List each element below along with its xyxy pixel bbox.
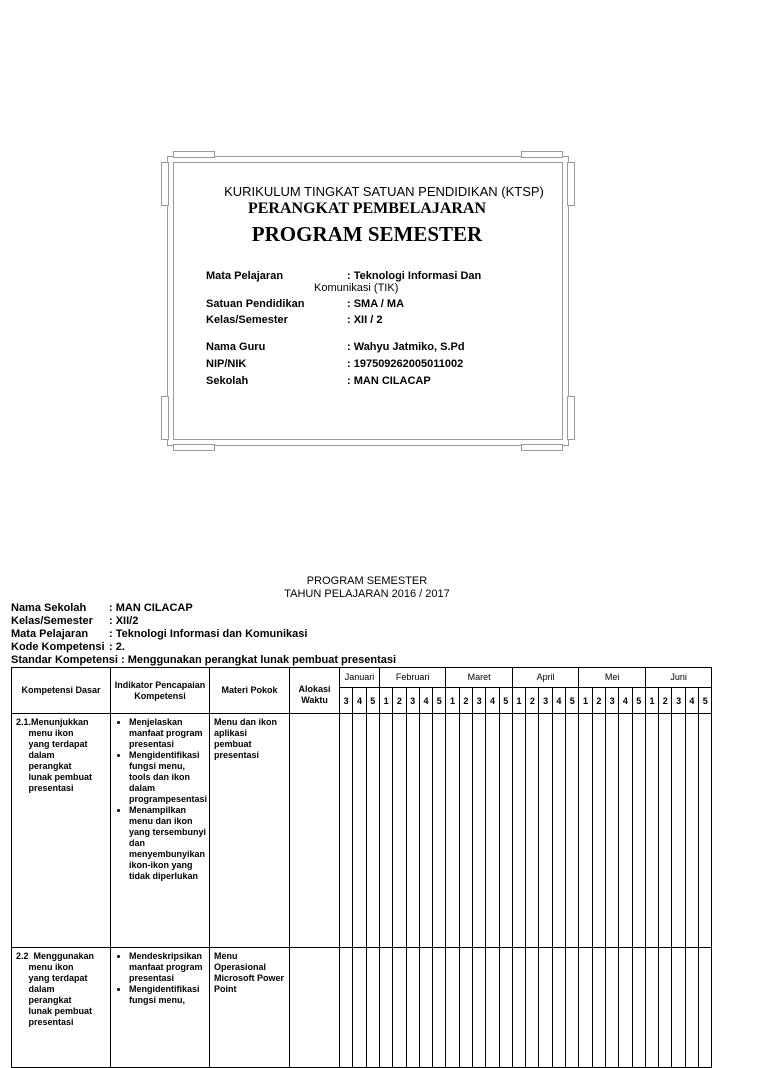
table-row: [12, 948, 712, 1068]
week-cell: [353, 948, 366, 1068]
frame-corner-bottom-left-side: [161, 396, 169, 440]
week-cell: [592, 948, 605, 1068]
meta-label-kelas: Kelas/Semester: [11, 615, 93, 627]
meta-value-mapel: : Teknologi Informasi dan Komunikasi: [109, 628, 308, 640]
materi-pokok-cell: Menu Operasional Microsoft Power Point: [210, 948, 290, 1068]
week-number: 5: [433, 688, 446, 714]
week-number: 5: [632, 688, 645, 714]
week-cell: [685, 948, 698, 1068]
table-row: [12, 714, 712, 948]
program-year: TAHUN PELAJARAN 2016 / 2017: [284, 588, 450, 600]
meta-label-standar: Standar Kompetensi: [11, 654, 118, 666]
frame-corner-top-right: [521, 151, 563, 158]
week-cell: [353, 714, 366, 948]
kompetensi-dasar-cell: 2.2 Menggunakan menu ikon yang terdapat dalam perangkat lunak pembuat presentasi: [12, 948, 111, 1068]
week-number: 1: [579, 688, 592, 714]
meta-label-kode: Kode Kompetensi: [11, 641, 105, 653]
week-number: 4: [685, 688, 698, 714]
week-number: 4: [419, 688, 432, 714]
field-value-continued: Komunikasi (TIK): [314, 282, 399, 294]
week-cell: [619, 714, 632, 948]
header-alokasi-waktu: Alokasi Waktu: [290, 668, 340, 714]
week-cell: [419, 948, 432, 1068]
cover-subtitle: PERANGKAT PEMBELAJARAN: [247, 200, 487, 217]
week-cell: [579, 948, 592, 1068]
week-cell: [539, 714, 552, 948]
week-cell: [486, 948, 499, 1068]
frame-corner-top-left: [173, 151, 215, 158]
field-label: Kelas/Semester: [206, 314, 288, 326]
indikator-item: • Menjelaskan manfaat program presentasi: [129, 717, 207, 750]
week-number: 2: [393, 688, 406, 714]
indikator-item: • Mengidentifikasi fungsi menu, tools dan ikon dalam programpesentasi: [129, 750, 207, 805]
program-semester-table: [11, 667, 712, 1068]
week-cell: [340, 714, 353, 948]
week-cell: [433, 714, 446, 948]
week-cell: [592, 714, 605, 948]
week-number: 2: [592, 688, 605, 714]
indikator-cell: [111, 714, 210, 948]
header-kompetensi-dasar: Kompetensi Dasar: [12, 668, 111, 714]
week-number: 1: [645, 688, 658, 714]
field-value: : Teknologi Informasi Dan: [347, 270, 482, 282]
week-cell: [486, 714, 499, 948]
week-cell: [645, 714, 658, 948]
week-cell: [552, 714, 565, 948]
week-cell: [473, 948, 486, 1068]
field-label: Mata Pelajaran: [206, 270, 284, 282]
frame-corner-bottom-left: [173, 444, 215, 451]
indikator-list: [115, 717, 207, 882]
month-header-mei: Mei: [579, 668, 645, 688]
week-number: 5: [699, 688, 712, 714]
week-number: 2: [526, 688, 539, 714]
week-cell: [379, 948, 392, 1068]
field-value: : SMA / MA: [347, 298, 405, 310]
week-cell: [433, 948, 446, 1068]
week-cell: [499, 714, 512, 948]
field-value: : XII / 2: [347, 314, 383, 326]
month-header-februari: Februari: [379, 668, 445, 688]
program-title: PROGRAM SEMESTER: [306, 575, 428, 587]
week-cell: [340, 948, 353, 1068]
alokasi-waktu-cell: [290, 714, 340, 948]
program-meta: [11, 602, 731, 666]
week-number: 4: [486, 688, 499, 714]
frame-corner-bottom-right-side: [567, 396, 575, 440]
week-cell: [672, 948, 685, 1068]
field-label: Sekolah: [206, 375, 249, 387]
week-cell: [685, 714, 698, 948]
week-cell: [566, 714, 579, 948]
week-number: 4: [353, 688, 366, 714]
week-cell: [446, 714, 459, 948]
alokasi-waktu-cell: [290, 948, 340, 1068]
week-number: 2: [459, 688, 472, 714]
week-number: 2: [659, 688, 672, 714]
materi-pokok-cell: Menu dan ikon aplikasi pembuat presentasi: [210, 714, 290, 948]
week-cell: [632, 714, 645, 948]
meta-value-kode: : 2.: [109, 641, 125, 653]
week-cell: [579, 714, 592, 948]
week-cell: [659, 714, 672, 948]
indikator-item: • Mendeskripsikan manfaat program presentasi: [129, 951, 207, 984]
week-cell: [393, 714, 406, 948]
field-label: Satuan Pendidikan: [206, 298, 305, 310]
meta-value-kelas: : XII/2: [109, 615, 139, 627]
week-number: 5: [499, 688, 512, 714]
week-cell: [605, 948, 618, 1068]
frame-corner-bottom-right: [521, 444, 563, 451]
week-number: 3: [340, 688, 353, 714]
week-cell: [512, 714, 525, 948]
cover-curriculum-title: KURIKULUM TINGKAT SATUAN PENDIDIKAN (KTSP): [224, 184, 544, 199]
week-cell: [459, 714, 472, 948]
cover-main-title: PROGRAM SEMESTER: [251, 222, 483, 246]
field-label: NIP/NIK: [206, 358, 247, 370]
week-number: 5: [366, 688, 379, 714]
week-cell: [473, 714, 486, 948]
week-number: 1: [446, 688, 459, 714]
week-cell: [552, 948, 565, 1068]
month-header-april: April: [512, 668, 578, 688]
week-cell: [459, 948, 472, 1068]
header-row-months: [12, 668, 712, 688]
week-cell: [406, 948, 419, 1068]
field-value: : Wahyu Jatmiko, S.Pd: [347, 341, 465, 353]
week-cell: [699, 714, 712, 948]
week-number: 1: [512, 688, 525, 714]
header-indikator: Indikator Pencapaian Kompetensi: [111, 668, 210, 714]
week-cell: [699, 948, 712, 1068]
week-number: 3: [406, 688, 419, 714]
week-cell: [393, 948, 406, 1068]
field-value: : MAN CILACAP: [347, 375, 431, 387]
week-number: 4: [552, 688, 565, 714]
week-cell: [645, 948, 658, 1068]
week-cell: [539, 948, 552, 1068]
week-number: 4: [619, 688, 632, 714]
week-cell: [419, 714, 432, 948]
meta-label-nama-sekolah: Nama Sekolah: [11, 602, 87, 614]
week-number: 5: [566, 688, 579, 714]
week-cell: [566, 948, 579, 1068]
indikator-cell: [111, 948, 210, 1068]
week-cell: [526, 948, 539, 1068]
meta-value-nama-sekolah: : MAN CILACAP: [109, 602, 193, 614]
week-cell: [499, 948, 512, 1068]
week-cell: [366, 948, 379, 1068]
cover-info-block: [206, 270, 546, 400]
month-header-juni: Juni: [645, 668, 711, 688]
meta-value-standar: : Menggunakan perangkat lunak pembuat presentasi: [121, 654, 397, 666]
week-cell: [659, 948, 672, 1068]
field-value: : 197509262005011002: [347, 358, 464, 370]
week-cell: [406, 714, 419, 948]
week-number: 3: [605, 688, 618, 714]
week-cell: [672, 714, 685, 948]
indikator-item: • Menampilkan menu dan ikon yang tersembunyi dan menyembunyikan ikon-ikon yang tidak diperlukan: [129, 805, 207, 882]
week-number: 3: [539, 688, 552, 714]
week-number: 3: [672, 688, 685, 714]
indikator-list: [115, 951, 207, 1006]
week-cell: [605, 714, 618, 948]
kompetensi-dasar-cell: 2.1.Menunjukkan menu ikon yang terdapat dalam perangkat lunak pembuat presentasi: [12, 714, 111, 948]
indikator-item: • Mengidentifikasi fungsi menu,: [129, 984, 207, 1006]
week-cell: [379, 714, 392, 948]
week-cell: [512, 948, 525, 1068]
month-header-januari: Januari: [340, 668, 380, 688]
month-header-maret: Maret: [446, 668, 512, 688]
field-label: Nama Guru: [206, 341, 266, 353]
week-cell: [366, 714, 379, 948]
meta-label-mapel: Mata Pelajaran: [11, 628, 89, 640]
header-materi-pokok: Materi Pokok: [210, 668, 290, 714]
week-number: 3: [473, 688, 486, 714]
week-cell: [446, 948, 459, 1068]
week-number: 1: [379, 688, 392, 714]
week-cell: [619, 948, 632, 1068]
week-cell: [526, 714, 539, 948]
week-cell: [632, 948, 645, 1068]
